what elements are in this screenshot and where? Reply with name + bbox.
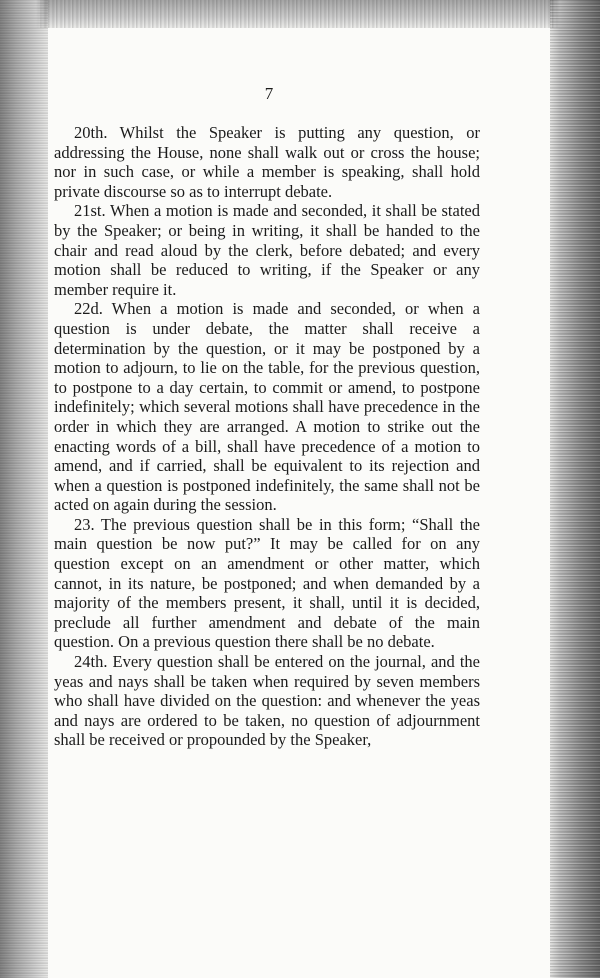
scan-edge-left	[0, 0, 48, 978]
text-body	[54, 84, 480, 750]
paragraph-rule-24: 24th. Every question shall be entered on the journal, and the yeas and nays shall be taken when required by seven members who shall have divided on the question: and whenever the yeas and nays are ordered to be taken, no question of adjournment shall be received or propounded by the Speaker,	[54, 652, 480, 750]
scan-edge-right	[550, 0, 600, 978]
paragraph-rule-23: 23. The previous question shall be in this form; “Shall the main question be now put?” It may be called for on any question except on an amendment or other matter, which cannot, in its nature, be postponed; and when demanded by a majority of the members present, it shall, until it is decided, preclude all further amendment and debate of the main question. On a previous question there shall be no debate.	[54, 514, 480, 652]
paragraph-rule-22: 22d. When a motion is made and seconded, or when a question is under debate, the matter shall receive a determination by the question, or it may be postponed by a motion to adjourn, to lie on the table, for the previous question, to postpone to a day certain, to commit or amend, to postpone indefinitely; which several motions shall have precedence in the order in which they are arranged. A motion to strike out the enacting words of a bill, shall have precedence of a motion to amend, and if carried, shall be equivalent to its rejection and when a question is postponed indefinitely, the same shall not be acted on again during the session.	[54, 299, 480, 515]
paragraph-rule-21: 21st. When a motion is made and seconded, it shall be stated by the Speaker; or being in writing, it shall be handed to the chair and read aloud by the clerk, before debated; and every motion shall be reduced to writing, if the Speaker or any member require it.	[54, 201, 480, 299]
page-number: 7	[264, 84, 274, 103]
scan-edge-top	[0, 0, 600, 28]
paragraph-rule-20: 20th. Whilst the Speaker is putting any question, or addressing the House, none shall walk out or cross the house; nor in such case, or while a member is speaking, shall hold private discourse so as to interrupt debate.	[54, 123, 480, 201]
